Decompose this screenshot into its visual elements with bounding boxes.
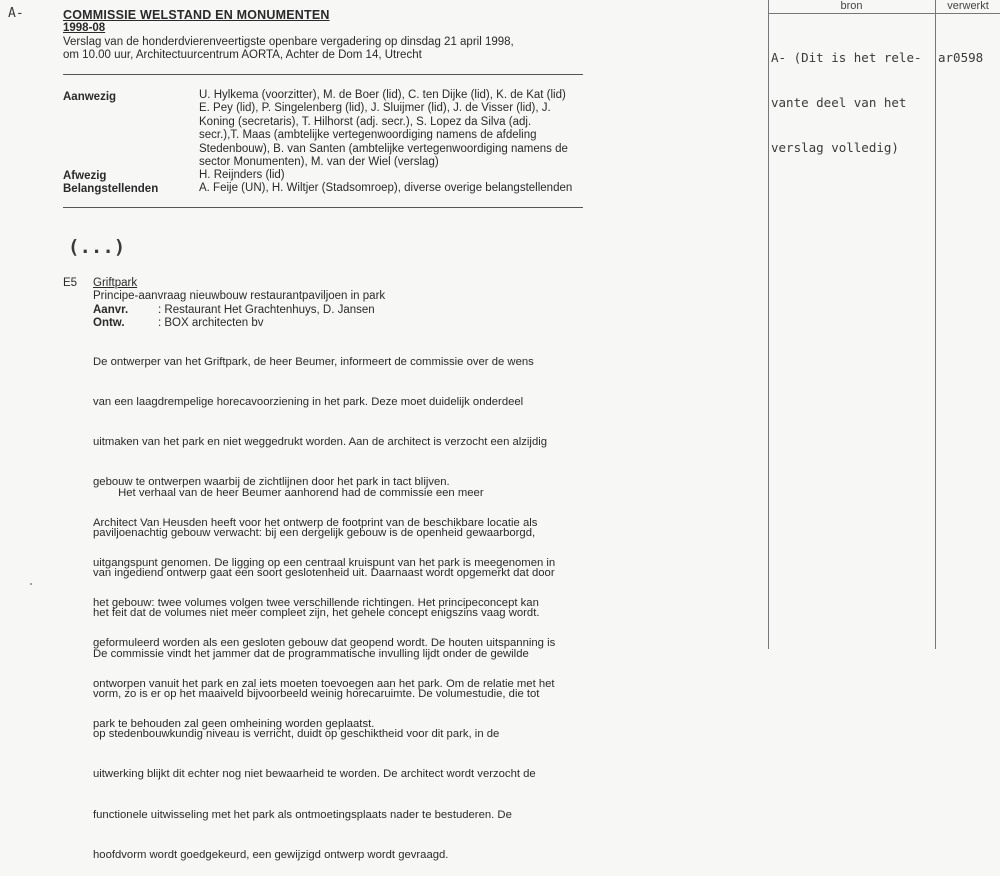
paragraph-two: [93, 460, 555, 876]
text-line: gebouw te ontwerpen waarbij de zichtlijnen door het park in tact blijven.: [93, 476, 450, 489]
omission-ellipsis: (...): [68, 236, 126, 258]
absent-label: Afwezig: [63, 170, 107, 182]
text-line: ontworpen vanuit het park en zal iets moeten toevoegen aan het park. Om de relatie met het: [93, 677, 555, 690]
present-list: [199, 89, 568, 169]
verwerkt-column-border: [935, 0, 936, 649]
present-label: Aanwezig: [63, 91, 117, 103]
text-line: De ontwerper van het Griftpark, de heer Beumer, informeert de commissie over de wens: [93, 355, 534, 368]
margin-mark: A-: [8, 6, 24, 21]
text-line: van ingediend ontwerp gaat een soort geslotenheid uit. Daarnaast wordt opgemerkt dat door: [93, 567, 555, 580]
text-line: uitwerking blijkt dit echter nog niet bewaarheid te worden. De architect wordt verzocht de: [93, 768, 536, 781]
divider-top: [63, 74, 583, 75]
text-line: van een laagdrempelige horecavoorziening in het park. Deze moet duidelijk onderdeel: [93, 396, 524, 409]
text-line: park te behouden zal geen omheining worden geplaatst.: [93, 717, 375, 730]
text-line: De commissie vindt het jammer dat de programmatische invulling lijdt onder de gewilde: [93, 647, 529, 660]
divider-bottom: [63, 207, 583, 208]
verwerkt-code: ar0598: [938, 50, 984, 65]
text-line: het feit dat de volumes niet meer compleet zijn, het gehele concept enigszins vaag wordt.: [93, 607, 540, 620]
designer-value: : BOX architecten bv: [158, 317, 264, 329]
text-line: uitgangspunt genomen. De ligging op een centraal kruispunt van het park is meegenomen in: [93, 556, 556, 569]
text-line: functionele uitwisseling met het park als ontmoetingsplaats nader te bestuderen. De: [93, 808, 512, 821]
applicant-value: : Restaurant Het Grachtenhuys, D. Jansen: [158, 304, 375, 316]
present-line: E. Pey (lid), P. Singelenberg (lid), J. Sluijmer (lid), J. de Visser (lid), J.: [199, 102, 551, 115]
item-subtitle: Principe-aanvraag nieuwbouw restaurantpaviljoen in park: [93, 290, 386, 302]
stakeholders-label: Belangstellenden: [63, 183, 159, 195]
text-line: hoofdvorm wordt goedgekeurd, een gewijzigd ontwerp wordt gevraagd.: [93, 848, 449, 861]
present-line: Stedenbouw), B. van Santen (ambtelijke vertegenwoordiging namens de: [199, 142, 568, 155]
stakeholders-value: A. Feije (UN), H. Wiltjer (Stadsomroep), diverse overige belangstellenden: [199, 182, 573, 194]
meeting-description: Verslag van de honderdvierenveertigste openbare vergadering op dinsdag 21 april 1998,: [63, 36, 514, 48]
item-code: E5: [63, 277, 78, 289]
document-title: COMMISSIE WELSTAND EN MONUMENTEN: [63, 8, 330, 22]
present-line: Koning (secretaris), T. Hilhorst (adj. secr.), S. Lopez da Silva (adj.: [199, 115, 532, 128]
document-number: 1998-08: [63, 22, 106, 34]
bron-column-border: [768, 0, 769, 649]
present-line: U. Hylkema (voorzitter), M. de Boer (lid), C. ten Dijke (lid), K. de Kat (lid): [199, 89, 566, 101]
bron-note: [771, 20, 922, 170]
text-line: Architect Van Heusden heeft voor het ontwerp de footprint van de beschikbare locatie als: [93, 516, 538, 529]
meeting-location: om 10.00 uur, Architectuurcentrum AORTA, Achter de Dom 14, Utrecht: [63, 49, 422, 61]
scan-speck: [30, 583, 32, 585]
text-line: vorm, zo is er op het maaiveld bijvoorbeeld weinig horecaruimte. De volumestudie, die tot: [93, 687, 540, 700]
item-title: Griftpark: [93, 277, 138, 289]
bron-header: bron: [840, 0, 863, 12]
bron-note-line: vante deel van het: [771, 95, 907, 110]
bron-note-line: A- (Dit is het rele-: [771, 50, 922, 65]
verwerkt-header: verwerkt: [947, 0, 989, 12]
column-header-rule: [768, 13, 1000, 14]
text-line: het gebouw: twee volumes volgen twee verschillende richtingen. Het principeconcept kan: [93, 597, 539, 610]
present-line: secr.),T. Maas (ambtelijke vertegenwoordiging namens de afdeling: [199, 129, 537, 142]
text-line: Het verhaal van de heer Beumer aanhorend had de commissie een meer: [93, 486, 484, 499]
text-line: op stedenbouwkundig niveau is verricht, duidt op geschiktheid voor dit park, in de: [93, 728, 500, 741]
present-line: sector Monumenten), M. van der Wiel (verslag): [199, 156, 439, 169]
text-line: uitmaken van het park en niet weggedrukt worden. Aan de architect is verzocht een alzijdig: [93, 436, 548, 449]
designer-label: Ontw.: [93, 317, 125, 329]
text-line: geformuleerd worden als een gesloten gebouw dat geopend wordt. De houten uitspanning is: [93, 637, 556, 650]
text-line: paviljoenachtig gebouw verwacht: bij een dergelijk gebouw is de openheid gewaarborgd,: [93, 527, 536, 540]
applicant-label: Aanvr.: [93, 304, 129, 316]
bron-note-line: verslag volledig): [771, 140, 899, 155]
absent-value: H. Reijnders (lid): [199, 169, 285, 181]
